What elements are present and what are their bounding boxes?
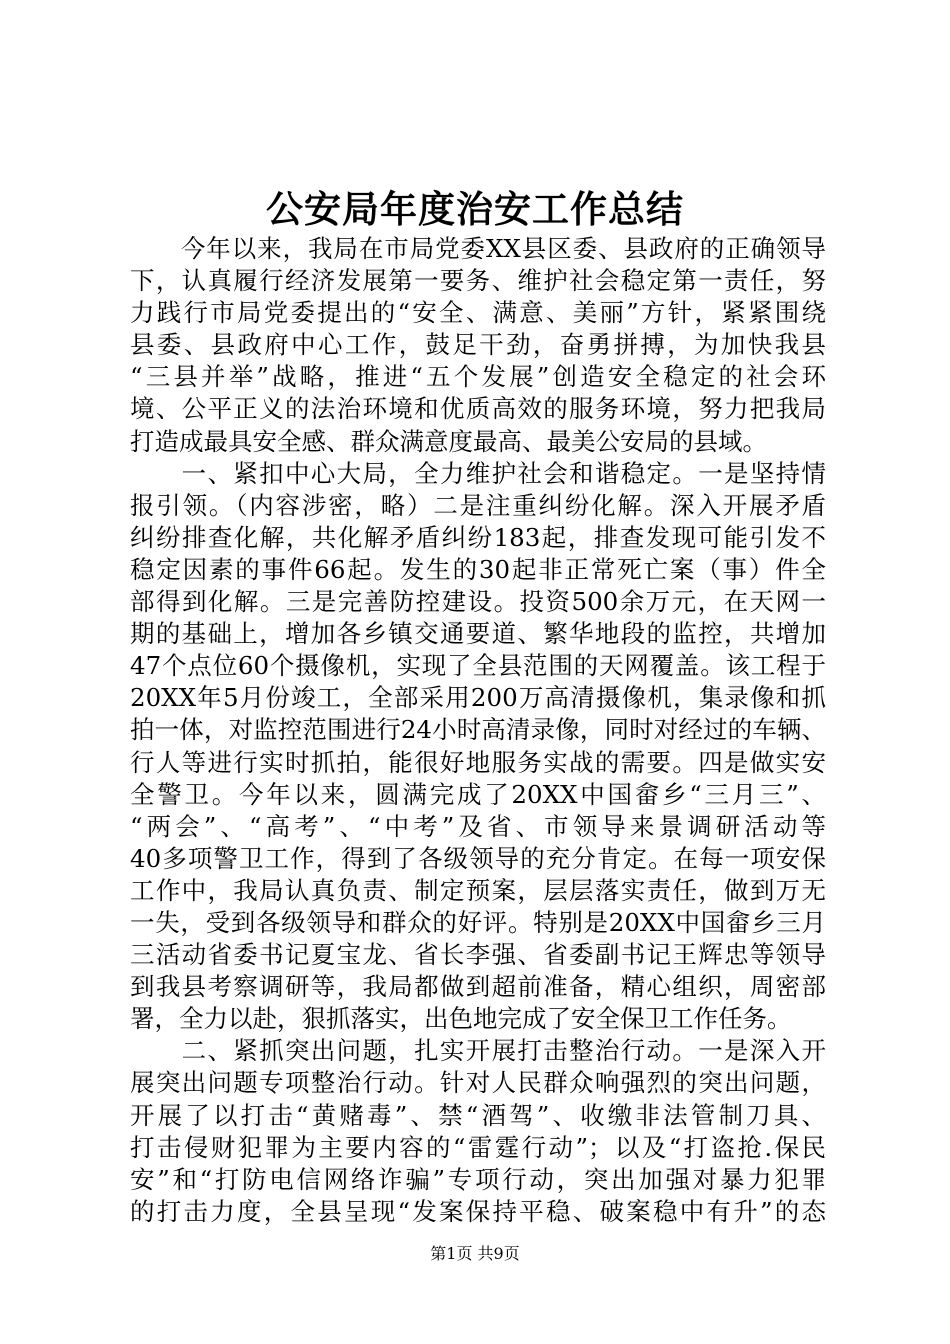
text-line: 署，全力以赴，狠抓落实，出色地完成了安全保卫工作任务。 bbox=[130, 1004, 792, 1034]
text-line: 开展了以打击“黄赌毒”、禁“酒驾”、收缴非法管制刀具、 bbox=[130, 1100, 826, 1130]
text-line: 的打击力度，全县呈现“发案保持平稳、破案稳中有升”的态 bbox=[130, 1196, 826, 1226]
text-line: 二、紧抓突出问题，扎实开展打击整治行动。一是深入开 bbox=[130, 1036, 826, 1066]
text-line: “三县并举”战略，推进“五个发展”创造安全稳定的社会环 bbox=[130, 362, 826, 392]
text-line: 稳定因素的事件66起。发生的30起非正常死亡案（事）件全 bbox=[130, 554, 826, 584]
text-line: 一失，受到各级领导和群众的好评。特别是20XX中国畲乡三月 bbox=[130, 907, 826, 937]
text-line: 工作中，我局认真负责、制定预案，层层落实责任，做到万无 bbox=[130, 875, 826, 905]
text-line: 境、公平正义的法治环境和优质高效的服务环境，努力把我局 bbox=[130, 394, 826, 424]
text-line: 到我县考察调研等，我局都做到超前准备，精心组织，周密部 bbox=[130, 972, 826, 1002]
text-line: “两会”、“高考”、“中考”及省、市领导来景调研活动等 bbox=[130, 811, 826, 841]
text-line: 今年以来，我局在市局党委XX县区委、县政府的正确领导 bbox=[130, 234, 826, 263]
text-line: 拍一体，对监控范围进行24小时高清录像，同时对经过的车辆、 bbox=[130, 715, 826, 745]
text-line: 行人等进行实时抓拍，能很好地服务实战的需要。四是做实安 bbox=[130, 747, 826, 777]
text-line: 展突出问题专项整治行动。针对人民群众响强烈的突出问题， bbox=[130, 1068, 826, 1098]
text-line: 40多项警卫工作，得到了各级领导的充分肯定。在每一项安保 bbox=[130, 843, 826, 873]
text-line: 期的基础上，增加各乡镇交通要道、繁华地段的监控，共增加 bbox=[130, 619, 826, 649]
text-line: 20XX年5月份竣工，全部采用200万高清摄像机，集录像和抓 bbox=[130, 683, 826, 713]
text-line: 全警卫。今年以来，圆满完成了20XX中国畲乡“三月三”、 bbox=[130, 779, 826, 809]
text-line: 部得到化解。三是完善防控建设。投资500余万元，在天网一 bbox=[130, 587, 826, 617]
page-footer: 第1页 共9页 bbox=[430, 1244, 520, 1263]
document-body bbox=[130, 233, 826, 1228]
text-line: 力践行市局党委提出的“安全、满意、美丽”方针，紧紧围绕 bbox=[130, 298, 826, 328]
text-line: 报引领。（内容涉密，略）二是注重纠纷化解。深入开展矛盾 bbox=[130, 490, 826, 520]
text-line: 安”和“打防电信网络诈骗”专项行动，突出加强对暴力犯罪 bbox=[130, 1164, 826, 1194]
text-line: 下，认真履行经济发展第一要务、维护社会稳定第一责任，努 bbox=[130, 266, 826, 296]
text-line: 47个点位60个摄像机，实现了全县范围的天网覆盖。该工程于 bbox=[130, 651, 826, 681]
text-line: 打击侵财犯罪为主要内容的“雷霆行动”；以及“打盗抢.保民 bbox=[130, 1132, 826, 1162]
text-line: 打造成最具安全感、群众满意度最高、最美公安局的县域。 bbox=[130, 426, 767, 456]
text-line: 纠纷排查化解，共化解矛盾纠纷183起，排查发现可能引发不 bbox=[130, 522, 826, 552]
text-line: 县委、县政府中心工作，鼓足干劲，奋勇拼搏，为加快我县 bbox=[130, 330, 826, 360]
text-line: 三活动省委书记夏宝龙、省长李强、省委副书记王辉忠等领导 bbox=[130, 940, 826, 970]
text-line: 一、紧扣中心大局，全力维护社会和谐稳定。一是坚持情 bbox=[130, 458, 826, 488]
document-title: 公安局年度治安工作总结 bbox=[266, 187, 684, 231]
